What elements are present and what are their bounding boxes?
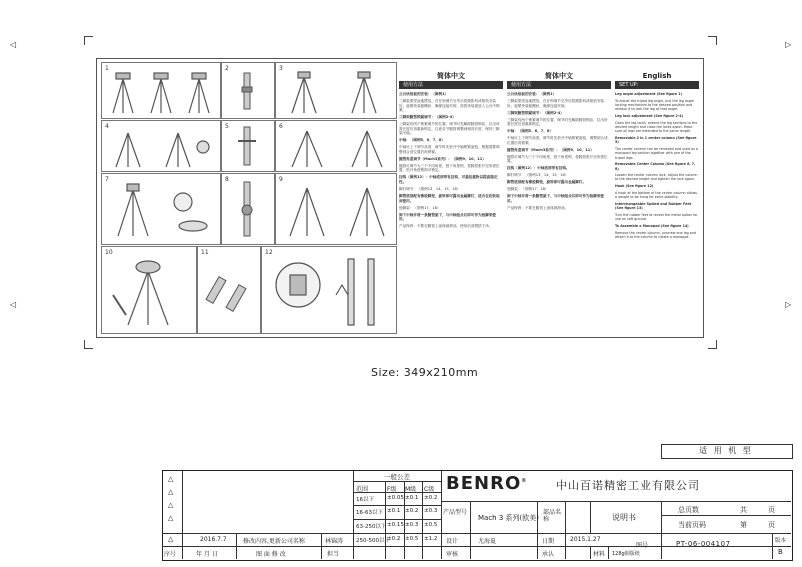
figure-panel-2: 2 xyxy=(221,62,275,119)
tolerance-cell: ±0.05 xyxy=(387,495,404,501)
revision-header-person: 担当 xyxy=(327,551,340,558)
material-label: 材料 xyxy=(593,551,606,558)
material-value: 128g铜版纸 xyxy=(612,551,640,557)
column-body xyxy=(615,92,699,239)
current-page-label: 当前页码 xyxy=(678,521,706,529)
version-value: B xyxy=(778,548,783,556)
instruction-paragraph: 中轴：（图例5、6、7、8） xyxy=(399,138,445,143)
instruction-paragraph: 中轴可上下调节高度，调节时先松开中轴锁紧旋钮，根据需要调整到合适位置后再锁紧。 xyxy=(399,145,500,154)
instruction-paragraph: 脚钉调节：（图例13、14、15、16） xyxy=(399,187,461,192)
instruction-paragraph: 产品保养：不要在腿管上涂抹润滑油。 xyxy=(507,205,569,210)
drawing-number-label: 图号 xyxy=(636,542,649,549)
current-page-unit: 页 xyxy=(768,521,775,529)
crop-mark-bottom-right xyxy=(708,340,717,349)
instruction-paragraph: Turn the rubber feet to reveal the metal spikes for use on soft ground. xyxy=(615,212,698,222)
instruction-paragraph: Hook (See figure 12) xyxy=(615,184,654,189)
arrow-left-icon: ◁ xyxy=(10,300,17,309)
instruction-paragraph: 腿管可调节为三个不同角度，按下角度锁，将腿管张开至所需位置，松开角度锁即可锁定。 xyxy=(399,163,500,173)
revision-date: 2016.7.7 xyxy=(200,536,227,543)
instruction-paragraph: 脚管底部配有橡胶脚垫，旋转即可露出金属脚钉，适合在松软地面使用。 xyxy=(399,194,500,203)
crop-mark-bottom-left xyxy=(84,340,93,349)
designer-value: 尤海夏 xyxy=(478,538,497,545)
tolerance-cell: 16-63以下 xyxy=(356,510,383,516)
figure-panel-9: 9 xyxy=(275,173,397,245)
date-value: 2015.1.27 xyxy=(570,536,601,543)
text-column-chinese-2 xyxy=(507,72,611,332)
product-model-label: 产品型号 xyxy=(443,509,468,516)
part-name-label: 部品名称 xyxy=(543,509,562,523)
tolerance-cell: ±0.2 xyxy=(387,536,401,542)
tolerance-header-f: F级 xyxy=(387,486,397,493)
tolerance-cell: 63-250以下 xyxy=(356,524,387,530)
tolerance-header-c: C级 xyxy=(424,486,435,493)
date-label: 日期 xyxy=(542,538,555,545)
column-subtitle: 使用方法 xyxy=(507,81,611,89)
tolerance-cell: ±1.2 xyxy=(424,536,438,542)
tolerance-header-m: M级 xyxy=(405,486,417,493)
approve-label: 承认 xyxy=(542,551,555,558)
instruction-paragraph: A hook at the bottom of the center column allows a weight to be hung for extra stability. xyxy=(615,190,697,200)
figure-panel-10: 10 xyxy=(101,246,197,334)
check-label: 审核 xyxy=(446,551,459,558)
size-label: Size: 349x210mm xyxy=(371,366,479,379)
instruction-paragraph: 腿管可调节为三个不同角度，按下角度锁，将腿管张开至所需位置。 xyxy=(507,154,608,164)
revision-content: 修改内容,更新公司名称 xyxy=(243,538,305,545)
part-name-value: 说明书 xyxy=(612,513,636,522)
instruction-paragraph: 云台快装板的安装：（图例1） xyxy=(399,92,449,96)
crop-mark-top-right xyxy=(708,36,717,45)
designer-label: 设计 xyxy=(446,538,459,545)
total-pages-unit: 页 xyxy=(768,506,775,514)
tolerance-cell: 250-500以下 xyxy=(356,538,390,544)
current-page-sep: 第 xyxy=(740,521,747,529)
figure-panel-1: 1 xyxy=(101,62,221,119)
revision-triangle-icon: △ xyxy=(168,514,174,522)
instruction-paragraph: Interchangeable Spiked and Rubber Feet (See figure 13) xyxy=(615,201,692,211)
revision-person: 林锦涛 xyxy=(325,538,344,545)
tolerance-cell: ±0.3 xyxy=(405,522,419,528)
instruction-paragraph: 独脚架：（图例17、18） xyxy=(507,187,549,192)
instruction-paragraph: 脚管底部配有橡胶脚垫，旋转即可露出金属脚钉。 xyxy=(507,180,587,185)
tolerance-cell: ±0.5 xyxy=(424,522,438,528)
total-pages-sep: 共 xyxy=(740,506,747,514)
benro-logo: BENRO® xyxy=(446,473,528,494)
instruction-paragraph: The center column can be removed and used as a monopod leg section together with one of the tripod legs. xyxy=(615,146,698,160)
instruction-paragraph: Removable 2 in 1 center column (See figure 5) xyxy=(615,135,697,145)
tolerance-cell: ±0.2 xyxy=(405,508,419,514)
instruction-paragraph: 三脚架需竖直地摆放，在仔细调节完毕后将摄影机或相机安装好。旋紧快装板螺丝，确保连接牢固，再将快装板放入云台中锁紧。 xyxy=(399,98,500,113)
tolerance-cell: ±0.15 xyxy=(387,522,404,528)
figure-panel-12: 12 xyxy=(261,246,397,334)
column-subtitle: 使用方法 xyxy=(399,81,503,89)
version-label: 版本 xyxy=(775,538,787,544)
tolerance-cell: ±0.2 xyxy=(424,495,438,501)
instruction-paragraph: 三脚架腿管锁紧调节：（图例2-4） xyxy=(507,110,564,115)
figure-panel-11: 11 xyxy=(197,246,261,334)
drawing-number-value: PT-06-004107 xyxy=(676,540,731,548)
instruction-paragraph: 卸下中轴并将一条腿管旋下，与中轴组合后即可作为独脚架使用。 xyxy=(399,212,497,222)
tolerance-cell: 16以下 xyxy=(356,497,374,503)
tolerance-cell: ±0.5 xyxy=(405,536,419,542)
total-pages-label: 总页数 xyxy=(678,506,699,514)
instruction-paragraph: 卸下中轴并将一条腿管旋下，与中轴组合后即可作为独脚架使用。 xyxy=(507,194,605,203)
instruction-paragraph: 腿管角度调节（Mach3系列）：（图例9、10、11） xyxy=(399,156,486,161)
instruction-paragraph: 三脚架有两个锁紧调节的位置，调节时先解除腿管锁扣，拉出所需长度后再重新锁定。 xyxy=(507,117,608,127)
instruction-paragraph: 三脚架有两个锁紧调节的位置，调节时先解除腿管锁扣，拉出所需长度后再重新锁定，注意各节腿管调整到相同长度，保持三脚架平稳。 xyxy=(399,122,500,136)
figure-panel-8: 8 xyxy=(221,173,275,245)
arrow-right-icon: ▷ xyxy=(785,300,792,309)
tolerance-header-range: 范围 xyxy=(356,486,369,493)
text-column-english xyxy=(615,72,699,332)
figure-panel-3: 3 xyxy=(275,62,397,119)
tolerance-title: 一般公差 xyxy=(384,473,410,481)
instruction-paragraph: 腿管角度调节（Mach3系列）：（图例9、10、11） xyxy=(507,147,594,152)
arrow-left-icon: ◁ xyxy=(10,40,17,49)
tolerance-cell: ±0.1 xyxy=(387,508,401,514)
instruction-paragraph: 脚钉调节：（图例13、14、15、16） xyxy=(507,173,569,178)
text-column-chinese-1 xyxy=(399,72,503,332)
instruction-paragraph: 三脚架腿管锁紧调节：（图例2-4） xyxy=(399,115,456,120)
figure-panel-7: 7 xyxy=(101,173,221,245)
figure-panel-5: 5 xyxy=(221,120,275,172)
instruction-paragraph: To adjust the tripod leg angle, pull the leg angle locking mechanism to the desired position and release it to lock the leg at that angle. xyxy=(615,98,695,112)
tolerance-cell: ±0.1 xyxy=(405,495,419,501)
instruction-paragraph: Remove the center column, unscrew one leg and attach it to the column to create a monopod. xyxy=(615,230,697,239)
instruction-paragraph: 独脚架：（图例17、18） xyxy=(399,205,441,210)
column-body xyxy=(507,92,611,210)
instruction-paragraph: To Assemble a Monopod (See figure 14) xyxy=(615,223,689,228)
column-language-title: 简体中文 xyxy=(437,72,465,80)
instruction-paragraph: 挂钩（图例12）：中轴底部带有挂钩，可悬挂重物以提高稳定性。 xyxy=(399,175,498,185)
instruction-paragraph: 产品保养：不要在腿管上涂抹润滑油，使用后请擦拭干净。 xyxy=(399,224,493,229)
instruction-paragraph: Leg lock adjustment (See figure 2-4) xyxy=(615,113,684,118)
revision-header-date: 年 月 日 xyxy=(196,551,218,558)
revision-triangle-icon: △ xyxy=(168,475,174,483)
instruction-paragraph: Leg angle adjustment (See figure 1) xyxy=(615,92,683,96)
instruction-paragraph: 中轴可上下调节高度，调节时先松开中轴锁紧旋钮，调整到合适位置后再锁紧。 xyxy=(507,136,608,145)
crop-mark-top-left xyxy=(84,36,93,45)
revision-triangle-icon: △ xyxy=(168,488,174,496)
instruction-paragraph: 三脚架需竖直地摆放，在仔细调节完毕后将摄影机或相机安装好。旋紧快装板螺丝，确保连接牢固。 xyxy=(507,98,605,108)
figure-panel-4: 4 xyxy=(101,120,221,172)
figure-panel-6: 6 xyxy=(275,120,397,172)
instruction-paragraph: 挂钩（图例12）：中轴底部带有挂钩。 xyxy=(507,166,570,171)
instruction-paragraph: Loosen the center column lock, adjust the column to the desired height and tighten the lock again. xyxy=(615,173,698,182)
arrow-right-icon: ▷ xyxy=(785,40,792,49)
revision-triangle-icon: △ xyxy=(168,501,174,509)
column-subtitle: SET UP: xyxy=(615,81,699,89)
instruction-paragraph: Removable Center Column (See figure 6, 7, 8) xyxy=(615,162,696,171)
column-language-title: 简体中文 xyxy=(545,72,573,80)
revision-triangle-icon: △ xyxy=(168,535,174,543)
product-model-value: Mach 3 系列(欧美) xyxy=(478,514,539,522)
instruction-paragraph: Open the leg locks, extend the leg sections to the desired length and close the locks again. Make sure all legs are extended to the same length. xyxy=(615,120,698,134)
column-language-title: English xyxy=(642,72,672,80)
instruction-paragraph: 中轴：（图例5、6、7、8） xyxy=(507,129,553,134)
revision-header-change: 图 面 修 改 xyxy=(256,551,286,558)
instruction-paragraph: 云台快装板的安装：（图例1） xyxy=(507,92,557,96)
column-body xyxy=(399,92,503,229)
company-name: 中山百诺精密工业有限公司 xyxy=(556,479,700,492)
tolerance-cell: ±0.3 xyxy=(424,508,438,514)
revision-header-no: 序号 xyxy=(164,551,177,558)
applicable-models-label: 适 用 机 型 xyxy=(699,446,753,455)
